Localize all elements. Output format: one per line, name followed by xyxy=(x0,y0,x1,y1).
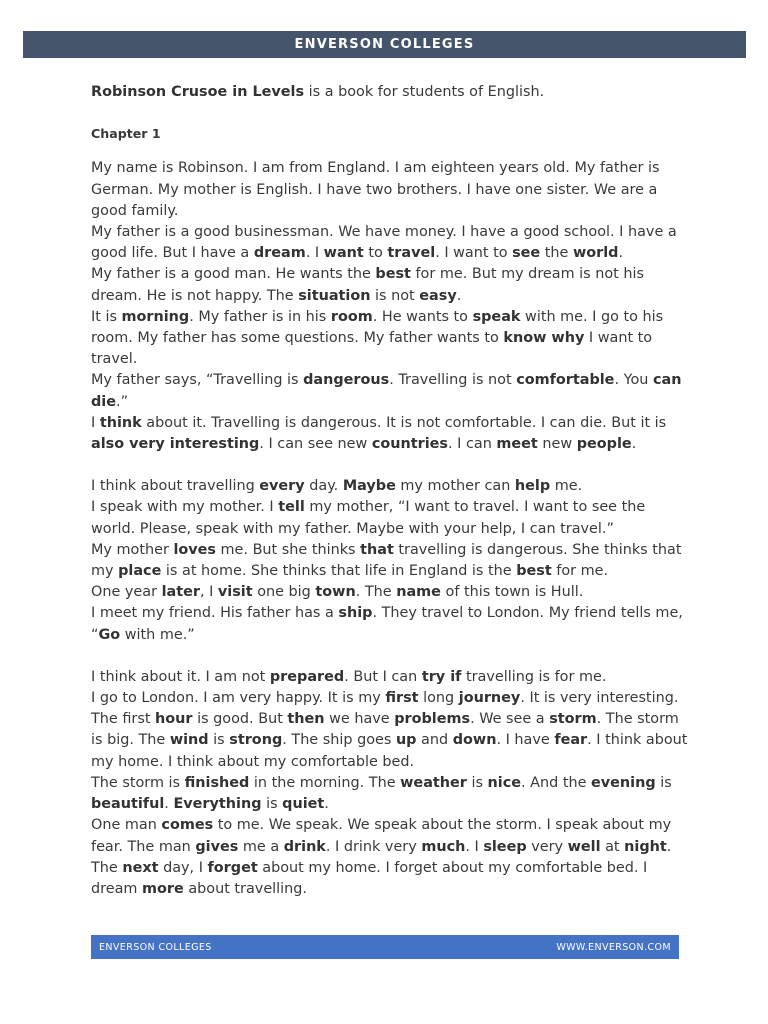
text-run: to me. We speak. We speak about the storm. I speak about my fear. The man xyxy=(91,817,672,855)
text-run: travelling is dangerous. She thinks that my xyxy=(91,541,682,580)
text-run: . xyxy=(618,245,624,262)
text-run: me. xyxy=(550,478,583,495)
bold-word: visit xyxy=(217,584,253,601)
bold-word: travel xyxy=(387,245,436,262)
text-run: about my home. I forget about my comfortable bed. I dream xyxy=(91,859,648,897)
text-run: . xyxy=(666,838,672,855)
bold-word: more xyxy=(142,880,184,897)
bold-word: fear xyxy=(554,732,588,749)
paragraph xyxy=(91,222,691,264)
bold-word: nice xyxy=(487,774,522,791)
text-run: . xyxy=(164,796,174,813)
text-run: . The xyxy=(355,584,397,601)
header-title: ENVERSON COLLEGES xyxy=(294,37,475,52)
text-run: . My father is in his xyxy=(189,308,331,325)
text-run: . I want to xyxy=(435,245,513,262)
text-run: .” xyxy=(116,393,129,410)
bold-word: Maybe xyxy=(342,478,396,495)
text-run: My father is a good businessman. We have money. I have a good school. I have a good life. But I have a xyxy=(91,224,677,262)
text-run: I want to travel. xyxy=(91,330,653,368)
text-run: . I can xyxy=(448,436,497,453)
text-run: . xyxy=(324,796,329,813)
bold-word: try if xyxy=(421,668,462,685)
text-run: One year xyxy=(91,584,162,601)
text-run: I go to London. I am very happy. It is my xyxy=(91,690,386,707)
text-run: . It is very interesting. The first xyxy=(91,690,679,728)
paragraph xyxy=(91,370,691,412)
text-run: very xyxy=(526,838,568,855)
text-run: travelling is for me. xyxy=(461,668,607,685)
text-run: . You xyxy=(614,372,653,389)
bold-word: speak xyxy=(472,308,521,325)
bold-word: loves xyxy=(173,541,216,558)
bold-word: see xyxy=(512,245,541,262)
bold-word: know why xyxy=(503,330,585,347)
text-run: the xyxy=(540,245,573,262)
text-run: with me. I go to his room. My father has some questions. My father wants to xyxy=(91,308,664,347)
text-run: in the morning. The xyxy=(249,774,401,791)
bold-word: town xyxy=(315,584,356,601)
text-run: is xyxy=(208,732,230,749)
text-run: . The storm is big. The xyxy=(91,711,679,749)
text-run: . But I can xyxy=(344,668,422,685)
text-run: My father says, “Travelling is xyxy=(91,372,304,389)
bold-word: every xyxy=(259,478,305,495)
paragraph xyxy=(91,476,691,497)
bold-word: countries xyxy=(371,436,448,453)
text-run: we have xyxy=(324,711,395,728)
text-run: of this town is Hull. xyxy=(440,584,584,601)
bold-word: easy xyxy=(419,287,457,304)
text-run: my mother can xyxy=(395,478,515,495)
bold-word: world xyxy=(572,245,619,262)
bold-word: ship xyxy=(338,605,373,622)
bold-word: dream xyxy=(253,245,306,262)
text-run: . We see a xyxy=(470,711,550,728)
text-run: It is xyxy=(91,308,122,325)
bold-word: people xyxy=(576,436,632,453)
text-run: The xyxy=(91,859,123,876)
page-footer xyxy=(91,935,679,959)
paragraph xyxy=(91,688,691,773)
bold-word: beautiful xyxy=(91,796,165,813)
text-run: I think about it. I am not xyxy=(91,668,270,685)
paragraph xyxy=(91,815,691,857)
text-run: is not xyxy=(370,287,420,304)
text-run: . I have xyxy=(496,732,555,749)
paragraph xyxy=(91,667,691,688)
text-run: is a book for students of English. xyxy=(304,84,545,100)
bold-word: weather xyxy=(400,774,467,791)
bold-word: much xyxy=(421,838,466,855)
bold-word: gives xyxy=(195,838,239,855)
text-run: for me. But my dream is not his dream. He is not happy. The xyxy=(91,266,645,304)
text-run: . Travelling is not xyxy=(389,372,517,389)
text-run: . xyxy=(456,287,462,304)
bold-word: problems xyxy=(394,711,471,728)
paragraph xyxy=(91,858,691,900)
bold-word: evening xyxy=(591,774,656,791)
text-run: My name is Robinson. I am from England. I am eighteen years old. My father is German. My mother is English. I have two brothers. I have one sister. We are a good family. xyxy=(91,160,660,219)
text-run: . I drink very xyxy=(325,838,422,855)
bold-word: well xyxy=(567,838,601,855)
text-run: me. But she thinks xyxy=(215,541,361,558)
bold-word: comfortable xyxy=(516,372,615,389)
bold-word: Everything xyxy=(173,796,262,813)
bold-word: comes xyxy=(161,817,214,834)
bold-word: morning xyxy=(121,308,190,325)
paragraph xyxy=(91,540,691,582)
text-run: is xyxy=(655,774,672,791)
bold-word: strong xyxy=(229,732,283,749)
text-run: . I xyxy=(305,245,324,262)
text-run: , I xyxy=(199,584,218,601)
text-run: . He wants to xyxy=(372,308,473,325)
text-run: for me. xyxy=(551,563,609,580)
bold-word: best xyxy=(516,563,552,580)
text-run: long xyxy=(418,690,459,707)
text-run: . I can see new xyxy=(259,436,372,453)
text-run: . The ship goes xyxy=(282,732,396,749)
text-run: My mother xyxy=(91,541,174,558)
bold-word: Go xyxy=(98,626,121,643)
text-run: day, I xyxy=(158,859,208,876)
text-run: is xyxy=(261,796,283,813)
text-run: I think about travelling xyxy=(91,478,260,495)
text-run: and xyxy=(416,732,453,749)
text-run: . I think about my home. I think about my comfortable bed. xyxy=(91,732,688,770)
bold-word: tell xyxy=(278,499,305,516)
page-header xyxy=(23,31,746,58)
text-run: at xyxy=(600,838,625,855)
paragraph xyxy=(91,413,691,455)
bold-word: later xyxy=(161,584,200,601)
paragraph xyxy=(91,158,691,222)
paragraph xyxy=(91,264,691,306)
text-run: . I xyxy=(465,838,484,855)
text-run: I speak with my mother. I xyxy=(91,499,279,516)
paragraph xyxy=(91,773,691,815)
bold-word: Robinson Crusoe in Levels xyxy=(91,84,305,100)
text-run: about it. Travelling is dangerous. It is not comfortable. I can die. But it is xyxy=(141,414,667,431)
bold-word: quiet xyxy=(282,796,325,813)
bold-word: also very interesting xyxy=(91,436,260,453)
bold-word: can die xyxy=(91,372,682,410)
text-run: I meet my friend. His father has a xyxy=(91,605,339,622)
bold-word: then xyxy=(287,711,325,728)
text-run: new xyxy=(537,436,577,453)
text-run: . xyxy=(631,436,637,453)
bold-word: wind xyxy=(169,732,209,749)
bold-word: name xyxy=(396,584,441,601)
text-run: to xyxy=(363,245,388,262)
text-run: one big xyxy=(252,584,316,601)
text-run: I xyxy=(91,414,100,431)
text-run: . And the xyxy=(521,774,592,791)
bold-word: help xyxy=(514,478,551,495)
bold-word: hour xyxy=(155,711,193,728)
footer-url: WWW.ENVERSON.COM xyxy=(556,941,671,953)
text-run: is xyxy=(466,774,488,791)
text-run: with me.” xyxy=(120,626,195,643)
bold-word: situation xyxy=(298,287,371,304)
bold-word: up xyxy=(395,732,417,749)
text-run: day. xyxy=(304,478,343,495)
text-run: The storm is xyxy=(91,774,185,791)
intro-paragraph xyxy=(91,82,691,103)
chapter-title: Chapter 1 xyxy=(91,126,161,142)
text-run: about travelling. xyxy=(183,880,307,897)
bold-word: dangerous xyxy=(303,372,390,389)
text-run: my mother, “I want to travel. I want to see the world. Please, speak with my father. Maybe with your help, I can travel.” xyxy=(91,499,646,537)
bold-word: storm xyxy=(549,711,597,728)
text-run: One man xyxy=(91,817,162,834)
bold-word: meet xyxy=(496,436,538,453)
chapter-text xyxy=(91,158,691,900)
paragraph xyxy=(91,582,691,603)
bold-word: place xyxy=(118,563,162,580)
bold-word: sleep xyxy=(483,838,527,855)
text-run: My father is a good man. He wants the xyxy=(91,266,376,283)
text-run: is at home. She thinks that life in England is the xyxy=(161,563,517,580)
bold-word: night xyxy=(624,838,667,855)
text-run: me a xyxy=(238,838,284,855)
text-run: . They travel to London. My friend tells me, “ xyxy=(91,605,683,643)
paragraph xyxy=(91,497,691,539)
bold-word: finished xyxy=(184,774,250,791)
bold-word: room xyxy=(330,308,373,325)
bold-word: best xyxy=(375,266,411,283)
bold-word: next xyxy=(122,859,159,876)
bold-word: prepared xyxy=(269,668,345,685)
text-run: is good. But xyxy=(192,711,288,728)
bold-word: forget xyxy=(207,859,258,876)
bold-word: drink xyxy=(283,838,326,855)
document-body xyxy=(91,82,691,900)
bold-word: first xyxy=(385,690,419,707)
paragraph xyxy=(91,307,691,371)
footer-left-text: ENVERSON COLLEGES xyxy=(99,941,212,953)
bold-word: journey xyxy=(458,690,521,707)
bold-word: think xyxy=(99,414,142,431)
bold-word: that xyxy=(360,541,394,558)
paragraph xyxy=(91,603,691,645)
bold-word: down xyxy=(452,732,497,749)
bold-word: want xyxy=(323,245,364,262)
